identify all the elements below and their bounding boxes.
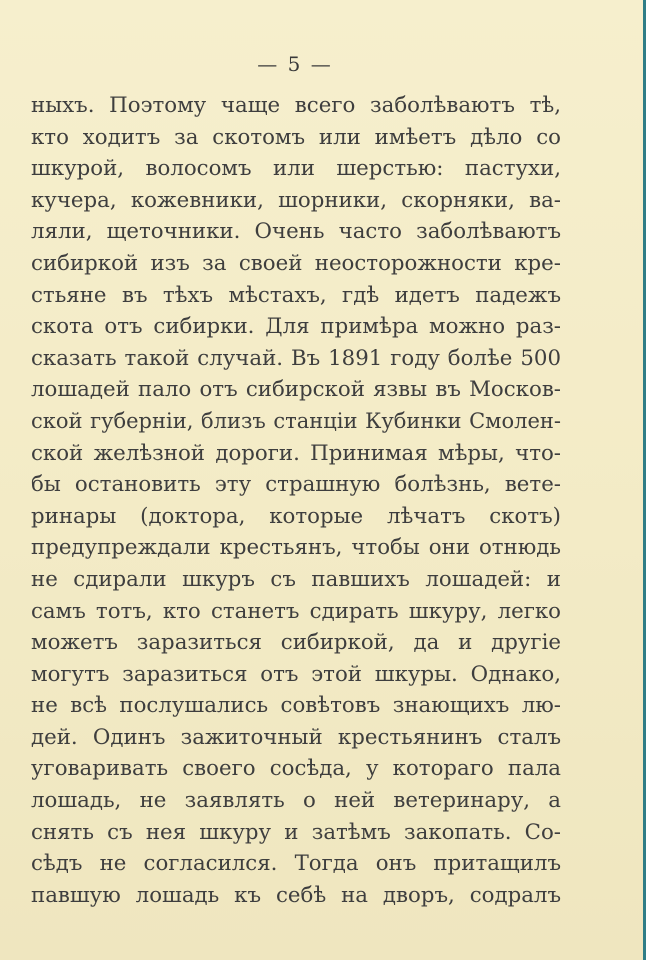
text-line: снять съ нея шкуру и затѣмъ закопать. Со- — [31, 819, 561, 845]
text-line: павшую лошадь къ себѣ на дворъ, содралъ — [31, 882, 561, 908]
text-line: ской губерніи, близъ станціи Кубинки Смолен- — [31, 408, 561, 433]
text-line: бы остановить эту страшную болѣзнь, вете- — [31, 472, 561, 498]
text-line: не сдирали шкуръ съ павшихъ лошадей: и — [31, 566, 561, 592]
text-line: могутъ заразиться отъ этой шкуры. Однако, — [31, 661, 561, 687]
text-line: не всѣ послушались совѣтовъ знающихъ лю- — [31, 693, 561, 719]
text-line: скота отъ сибирки. Для примѣра можно раз- — [31, 314, 561, 340]
text-line: стьяне въ тѣхъ мѣстахъ, гдѣ идетъ падежъ — [31, 282, 561, 308]
text-line: сѣдъ не согласился. Тогда онъ притащилъ — [31, 851, 561, 877]
text-line: сказать такой случай. Въ 1891 году болѣе 500 — [31, 345, 561, 371]
text-line: лошадей пало отъ сибирской язвы въ Москов- — [31, 377, 561, 403]
text-line: ныхъ. Поэтому чаще всего заболѣваютъ тѣ, — [31, 93, 561, 118]
text-line: предупреждали крестьянъ, чтобы они отнюдь — [31, 535, 561, 561]
text-line: кучера, кожевники, шорники, скорняки, ва- — [31, 187, 561, 213]
text-line: сибиркой изъ за своей неосторожности кре- — [31, 250, 561, 276]
text-line: дей. Одинъ зажиточный крестьянинъ сталъ — [31, 724, 561, 750]
text-line: самъ тотъ, кто станетъ сдирать шкуру, легко — [31, 598, 561, 624]
text-line: лошадь, не заявлять о ней ветеринару, а — [31, 788, 561, 814]
body-text — [31, 90, 561, 911]
text-line: можетъ заразиться сибиркой, да и другіе — [31, 630, 561, 656]
text-line: кто ходитъ за скотомъ или имѣетъ дѣло со — [31, 124, 561, 150]
text-line: ляли, щеточники. Очень часто заболѣваютъ — [31, 219, 561, 245]
text-line: ской желѣзной дороги. Принимая мѣры, что- — [31, 440, 561, 466]
text-line: шкурой, волосомъ или шерстью: пастухи, — [31, 156, 561, 182]
text-line: ринары (доктора, которые лѣчатъ скотъ) — [31, 503, 561, 529]
page-number: — 5 — — [257, 52, 333, 76]
text-line: уговаривать своего сосѣда, у котораго пала — [31, 756, 561, 782]
